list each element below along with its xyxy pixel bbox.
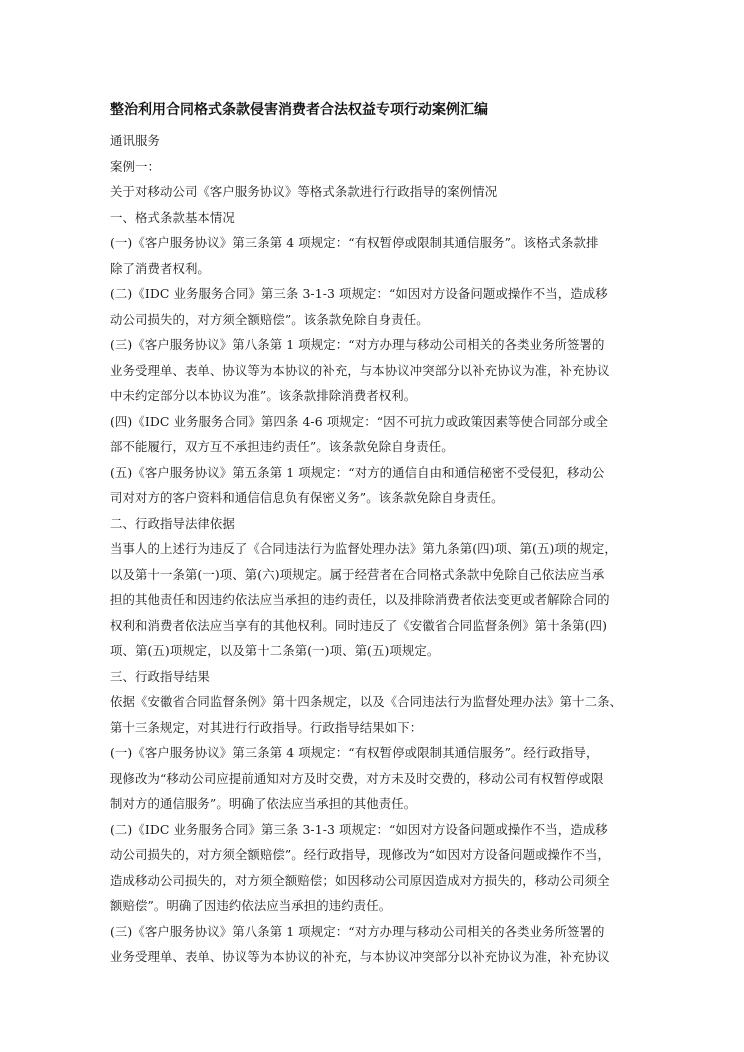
text-line: (二)《IDC 业务服务合同》第三条 3-1-3 项规定：“如因对方设备问题或操作不当，造成移 <box>110 821 608 837</box>
text-line: (三)《客户服务协议》第八条第 1 项规定：“对方办理与移动公司相关的各类业务所签署的 <box>110 923 605 939</box>
text-line: 司对对方的客户资料和通信信息负有保密义务”。该条款免除自身责任。 <box>110 490 504 505</box>
text-line: 造成移动公司损失的，对方须全额赔偿；如因移动公司原因造成对方损失的，移动公司须全 <box>110 872 610 888</box>
text-line: 额赔偿”。明确了因违约依法应当承担的违约责任。 <box>110 898 392 913</box>
text-line: 动公司损失的，对方须全额赔偿”。经行政指导，现修改为“如因对方设备问题或操作不当， <box>110 847 611 862</box>
text-line: (一)《客户服务协议》第三条第 4 项规定：“有权暂停或限制其通信服务”。经行政指导， <box>110 745 599 760</box>
document-title: 整治利用合同格式条款侵害消费者合法权益专项行动案例汇编 <box>110 102 488 118</box>
text-line: 当事人的上述行为违反了《合同违法行为监督处理办法》第九条第(四)项、第(五)项的规定， <box>110 541 617 556</box>
text-line: 通讯服务 <box>110 133 160 148</box>
text-line: 除了消费者权利。 <box>110 260 210 276</box>
text-line: 二、行政指导法律依据 <box>110 515 235 531</box>
text-line: (四)《IDC 业务服务合同》第四条 4-6 项规定：“因不可抗力或政策因素等使合同部分或全 <box>110 413 608 429</box>
text-line: 案例一： <box>110 158 160 174</box>
text-line: 以及第十一条第(一)项、第(六)项规定。属于经营者在合同格式条款中免除自己依法应当承 <box>110 566 605 582</box>
text-line: (一)《客户服务协议》第三条第 4 项规定：“有权暂停或限制其通信服务”。该格式条款排 <box>110 235 599 250</box>
text-line: 担的其他责任和因违约依法应当承担的违约责任，以及排除消费者依法变更或者解除合同的 <box>110 592 610 607</box>
text-line: (三)《客户服务协议》第八条第 1 项规定：“对方办理与移动公司相关的各类业务所签署的 <box>110 337 605 352</box>
text-line: 第十三条规定，对其进行行政指导。行政指导结果如下： <box>110 719 423 735</box>
text-line: (二)《IDC 业务服务合同》第三条 3-1-3 项规定：“如因对方设备问题或操作不当，造成移 <box>110 286 608 301</box>
text-line: 制对方的通信服务”。明确了依法应当承担的其他责任。 <box>110 796 417 811</box>
text-line: 一、格式条款基本情况 <box>110 209 235 225</box>
text-line: 业务受理单、表单、协议等为本协议的补充，与本协议冲突部分以补充协议为准，补充协议 <box>110 362 610 378</box>
text-line: 关于对移动公司《客户服务协议》等格式条款进行行政指导的案例情况 <box>110 184 498 199</box>
text-line: 项、第(五)项规定，以及第十二条第(一)项、第(五)项规定。 <box>110 643 440 658</box>
text-line: (五)《客户服务协议》第五条第 1 项规定：“对方的通信自由和通信秘密不受侵犯，移动公 <box>110 464 605 480</box>
document-body <box>110 128 638 970</box>
text-line: 中未约定部分以本协议为准”。该条款排除消费者权利。 <box>110 388 417 403</box>
text-line: 依据《安徽省合同监督条例》第十四条规定，以及《合同违法行为监督处理办法》第十二条、 <box>110 694 623 709</box>
text-line: 部不能履行，双方互不承担违约责任”。该条款免除自身责任。 <box>110 439 454 454</box>
text-line: 业务受理单、表单、协议等为本协议的补充，与本协议冲突部分以补充协议为准，补充协议 <box>110 949 610 964</box>
text-line: 权利和消费者依法应当享有的其他权利。同时违反了《安徽省合同监督条例》第十条第(四) <box>110 617 608 633</box>
text-line: 动公司损失的，对方须全额赔偿”。该条款免除自身责任。 <box>110 311 429 327</box>
text-line: 现修改为“移动公司应提前通知对方及时交费，对方未及时交费的，移动公司有权暂停或限 <box>110 770 604 786</box>
text-line: 三、行政指导结果 <box>110 668 210 684</box>
